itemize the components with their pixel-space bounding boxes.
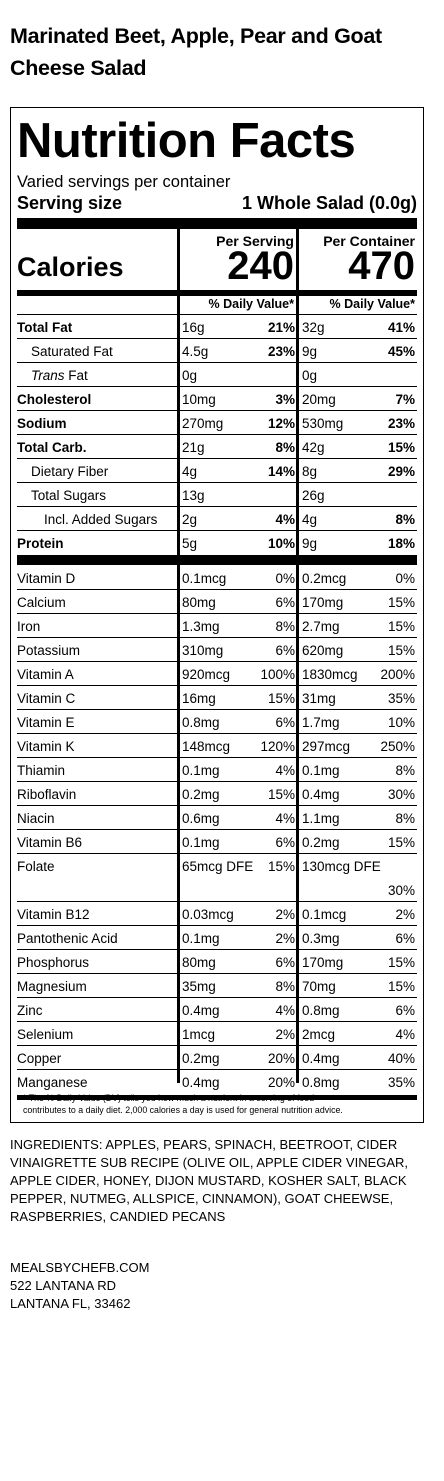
- serving-size-value: 1 Whole Salad (0.0g): [241, 193, 417, 213]
- container-daily-value: 18%: [387, 536, 415, 551]
- nutrient-row: [17, 662, 417, 686]
- container-amount: 0.1mg: [302, 763, 340, 778]
- ingredients-list: INGREDIENTS: APPLES, PEARS, SPINACH, BEETROOT, CIDER VINAIGRETTE SUB RECIPE (OLIVE OIL, APPLE CIDER VINEGAR, APPLE CIDER, HONEY, DIJON MUSTARD, KOSHER SALT, BLACK PEPPER, NUTMEG, ALLSPICE, CINNAMON), GOAT CHEEWSE, RASPBERRIES, CANDIED PECANS: [10, 1137, 409, 1224]
- nutrient-name: Vitamin K: [17, 739, 75, 754]
- serving-amount: 35mg: [182, 979, 216, 994]
- container-amount: 1.1mg: [302, 811, 340, 826]
- container-amount: 9g: [302, 536, 318, 551]
- calories-label: Calories: [17, 252, 124, 282]
- product-title: Marinated Beet, Apple, Pear and Goat Cheese Salad: [10, 24, 382, 80]
- serving-daily-value: 2%: [275, 907, 295, 922]
- nutrient-name: Cholesterol: [17, 392, 92, 407]
- serving-daily-value: 6%: [275, 643, 295, 658]
- nutrient-name: Saturated Fat: [31, 344, 113, 359]
- nutrient-name: Vitamin D: [17, 571, 76, 586]
- serving-amount: 4.5g: [182, 344, 209, 359]
- per-serving-header: Per Serving: [216, 233, 294, 249]
- serving-daily-value: 15%: [267, 787, 295, 802]
- serving-amount: 0.03mcg: [182, 907, 234, 922]
- nutrient-name: Incl. Added Sugars: [44, 512, 158, 527]
- nutrient-row: [17, 387, 417, 411]
- city-state-zip: LANTANA FL, 33462: [10, 1296, 131, 1311]
- footnote-line-2: contributes to a daily diet. 2,000 calories a day is used for general nutrition advice.: [23, 1105, 343, 1115]
- container-daily-value: 6%: [395, 1003, 415, 1018]
- container-daily-value: 15%: [387, 595, 415, 610]
- container-amount: 26g: [302, 488, 325, 503]
- nutrient-name: Calcium: [17, 595, 66, 610]
- serving-amount: 21g: [182, 440, 205, 455]
- nutrient-name: Sodium: [17, 416, 67, 431]
- container-daily-value: 45%: [387, 344, 415, 359]
- serving-daily-value: 6%: [275, 715, 295, 730]
- serving-daily-value: 120%: [260, 739, 295, 754]
- container-amount: 20mg: [302, 392, 336, 407]
- thick-divider: [17, 218, 417, 229]
- serving-daily-value: 15%: [267, 859, 295, 874]
- serving-amount: 0.1mg: [182, 835, 220, 850]
- container-daily-value: 2%: [395, 907, 415, 922]
- container-daily-value: 8%: [395, 763, 415, 778]
- nutrient-name: Selenium: [17, 1027, 74, 1042]
- daily-value-header-serving: % Daily Value*: [208, 297, 294, 311]
- container-amount: 32g: [302, 320, 325, 335]
- serving-amount: 0.1mg: [182, 763, 220, 778]
- nutrient-row: [17, 854, 417, 902]
- nutrient-name: Vitamin A: [17, 667, 74, 682]
- serving-amount: 310mg: [182, 643, 224, 658]
- nutrient-name: Potassium: [17, 643, 81, 658]
- daily-value-header-container: % Daily Value*: [329, 297, 415, 311]
- container-daily-value: 35%: [387, 1075, 415, 1090]
- serving-daily-value: 6%: [275, 835, 295, 850]
- serving-amount: 1.3mg: [182, 619, 220, 634]
- serving-amount: 920mcg: [182, 667, 231, 682]
- footnote-line-1: * The % Daily Value (DV) tells you how much a nutrient in a serving of food: [23, 1093, 315, 1103]
- nutrient-name: Folate: [17, 859, 55, 874]
- container-amount: 8g: [302, 464, 318, 479]
- nutrient-row: [17, 782, 417, 806]
- nutrition-label: [10, 107, 424, 1123]
- serving-daily-value: 6%: [275, 595, 295, 610]
- serving-daily-value: 4%: [275, 763, 295, 778]
- nutrient-name: Phosphorus: [17, 955, 90, 970]
- serving-amount: 80mg: [182, 595, 216, 610]
- nutrient-row: [17, 806, 417, 830]
- serving-daily-value: 20%: [267, 1075, 295, 1090]
- serving-amount: 0.4mg: [182, 1003, 220, 1018]
- serving-amount: 0.4mg: [182, 1075, 220, 1090]
- nutrient-row: [17, 902, 417, 926]
- container-daily-value: 7%: [395, 392, 415, 407]
- nutrient-row: [17, 459, 417, 483]
- serving-size-row: [17, 191, 417, 215]
- nutrient-row: [17, 411, 417, 435]
- container-amount: 2.7mg: [302, 619, 340, 634]
- container-amount: 1.7mg: [302, 715, 340, 730]
- nutrient-row: [17, 758, 417, 782]
- nutrient-name: Magnesium: [17, 979, 87, 994]
- serving-daily-value: 8%: [275, 619, 295, 634]
- nutrient-name: [31, 368, 88, 383]
- serving-amount: 16mg: [182, 691, 216, 706]
- nutrient-row: [17, 507, 417, 531]
- container-amount: 170mg: [302, 955, 344, 970]
- nutrient-name: Protein: [17, 536, 64, 551]
- container-daily-value: 30%: [387, 787, 415, 802]
- serving-amount: 13g: [182, 488, 205, 503]
- serving-daily-value: 8%: [275, 440, 295, 455]
- address-block: [10, 1259, 310, 1313]
- nutrient-row: [17, 614, 417, 638]
- daily-value-footnote: [17, 1092, 417, 1116]
- nutrient-row: [17, 686, 417, 710]
- container-daily-value: 0%: [395, 571, 415, 586]
- container-amount: 297mcg: [302, 739, 351, 754]
- container-amount: 0.8mg: [302, 1075, 340, 1090]
- serving-amount: 65mcg DFE: [182, 859, 254, 874]
- container-daily-value: 15%: [387, 643, 415, 658]
- nutrient-name: Iron: [17, 619, 41, 634]
- serving-amount: 0g: [182, 368, 198, 383]
- nutrient-row: [17, 1070, 417, 1094]
- nutrient-name: Thiamin: [17, 763, 66, 778]
- nutrient-row: [17, 950, 417, 974]
- serving-amount: 1mcg: [182, 1027, 216, 1042]
- container-amount: 2mcg: [302, 1027, 336, 1042]
- nutrient-name: Pantothenic Acid: [17, 931, 118, 946]
- nutrient-name: Riboflavin: [17, 787, 77, 802]
- nutrient-name-rest: Fat: [64, 368, 88, 383]
- container-amount: 0.2mcg: [302, 571, 347, 586]
- nutrient-row: [17, 998, 417, 1022]
- nutrient-name: Zinc: [17, 1003, 43, 1018]
- nutrient-row: [17, 590, 417, 614]
- nutrient-row: [17, 339, 417, 363]
- container-amount: 130mcg DFE: [302, 859, 381, 874]
- container-amount: 0.4mg: [302, 787, 340, 802]
- container-amount: 0.2mg: [302, 835, 340, 850]
- website-text: MEALSBYCHEFB.COM: [10, 1260, 150, 1275]
- nutrient-name: Copper: [17, 1051, 62, 1066]
- container-amount: 0.3mg: [302, 931, 340, 946]
- nutrient-name: Vitamin C: [17, 691, 76, 706]
- serving-amount: 80mg: [182, 955, 216, 970]
- serving-amount: 148mcg: [182, 739, 231, 754]
- container-daily-value: 8%: [395, 811, 415, 826]
- serving-daily-value: 4%: [275, 811, 295, 826]
- container-daily-value: 41%: [387, 320, 415, 335]
- serving-amount: 2g: [182, 512, 198, 527]
- container-amount: 0.1mcg: [302, 907, 347, 922]
- container-daily-value: 15%: [387, 835, 415, 850]
- serving-daily-value: 3%: [275, 392, 295, 407]
- calories-per-serving: 240: [227, 244, 294, 288]
- nutrient-name: Vitamin B6: [17, 835, 83, 850]
- container-daily-value: 10%: [387, 715, 415, 730]
- container-amount: 31mg: [302, 691, 336, 706]
- container-daily-value: 15%: [387, 979, 415, 994]
- serving-daily-value: 0%: [275, 571, 295, 586]
- container-daily-value: 4%: [395, 1027, 415, 1042]
- nutrition-facts-title: Nutrition Facts: [17, 114, 356, 168]
- nutrient-row: [17, 1046, 417, 1070]
- nutrient-row: [17, 566, 417, 590]
- nutrient-row: [17, 830, 417, 854]
- serving-daily-value: 4%: [275, 512, 295, 527]
- serving-amount: 0.2mg: [182, 787, 220, 802]
- container-amount: 0g: [302, 368, 318, 383]
- serving-daily-value: 20%: [267, 1051, 295, 1066]
- serving-amount: 0.8mg: [182, 715, 220, 730]
- serving-amount: 270mg: [182, 416, 224, 431]
- container-amount: 4g: [302, 512, 318, 527]
- nutrient-name: Manganese: [17, 1075, 88, 1090]
- nutrient-name: Total Sugars: [31, 488, 107, 503]
- nutrient-name: Total Fat: [17, 320, 73, 335]
- nutrient-name: Dietary Fiber: [31, 464, 109, 479]
- nutrient-row: [17, 1022, 417, 1046]
- nutrient-row: [17, 363, 417, 387]
- container-daily-value: 15%: [387, 440, 415, 455]
- container-amount: 530mg: [302, 416, 344, 431]
- calories-per-container: 470: [348, 244, 415, 288]
- container-amount: 42g: [302, 440, 325, 455]
- nutrient-name: Vitamin E: [17, 715, 75, 730]
- container-daily-value: 35%: [387, 691, 415, 706]
- nutrient-row: [17, 974, 417, 998]
- nutrient-row: [17, 710, 417, 734]
- container-daily-value: 15%: [387, 955, 415, 970]
- nutrient-row: [17, 638, 417, 662]
- nutrient-name: Niacin: [17, 811, 55, 826]
- serving-amount: 0.1mg: [182, 931, 220, 946]
- container-daily-value: 8%: [395, 512, 415, 527]
- serving-daily-value: 6%: [275, 955, 295, 970]
- serving-amount: 10mg: [182, 392, 216, 407]
- serving-amount: 0.6mg: [182, 811, 220, 826]
- nutrient-row: [17, 483, 417, 507]
- container-daily-value: 15%: [387, 619, 415, 634]
- container-daily-value: 23%: [387, 416, 415, 431]
- nutrient-name: Total Carb.: [17, 440, 87, 455]
- container-daily-value: 250%: [380, 739, 415, 754]
- serving-daily-value: 4%: [275, 1003, 295, 1018]
- serving-amount: 5g: [182, 536, 198, 551]
- serving-daily-value: 12%: [267, 416, 295, 431]
- serving-daily-value: 10%: [267, 536, 295, 551]
- container-amount: 0.4mg: [302, 1051, 340, 1066]
- serving-daily-value: 23%: [267, 344, 295, 359]
- container-daily-value: 30%: [387, 883, 415, 898]
- micronutrient-divider: [17, 555, 417, 565]
- serving-amount: 4g: [182, 464, 198, 479]
- serving-daily-value: 21%: [267, 320, 295, 335]
- serving-daily-value: 15%: [267, 691, 295, 706]
- container-amount: 70mg: [302, 979, 336, 994]
- nutrient-name-italic: Trans: [31, 368, 65, 383]
- serving-daily-value: 14%: [267, 464, 295, 479]
- nutrient-row: [17, 734, 417, 758]
- servings-per-container: Varied servings per container: [17, 173, 231, 191]
- container-amount: 620mg: [302, 643, 344, 658]
- container-daily-value: 6%: [395, 931, 415, 946]
- serving-size-label: Serving size: [17, 193, 123, 213]
- serving-daily-value: 2%: [275, 931, 295, 946]
- container-amount: 1830mcg: [302, 667, 358, 682]
- container-amount: 170mg: [302, 595, 344, 610]
- serving-daily-value: 8%: [275, 979, 295, 994]
- serving-daily-value: 2%: [275, 1027, 295, 1042]
- serving-amount: 16g: [182, 320, 205, 335]
- nutrient-row: [17, 531, 417, 555]
- container-daily-value: 40%: [387, 1051, 415, 1066]
- container-amount: 0.8mg: [302, 1003, 340, 1018]
- nutrient-name: Vitamin B12: [17, 907, 90, 922]
- nutrient-row: [17, 926, 417, 950]
- container-daily-value: 29%: [387, 464, 415, 479]
- nutrient-row: [17, 315, 417, 339]
- per-container-header: Per Container: [323, 233, 415, 249]
- nutrient-row: [17, 435, 417, 459]
- serving-amount: 0.2mg: [182, 1051, 220, 1066]
- container-amount: 9g: [302, 344, 318, 359]
- serving-daily-value: 100%: [260, 667, 295, 682]
- serving-amount: 0.1mcg: [182, 571, 227, 586]
- container-daily-value: 200%: [380, 667, 415, 682]
- street-address: 522 LANTANA RD: [10, 1278, 116, 1293]
